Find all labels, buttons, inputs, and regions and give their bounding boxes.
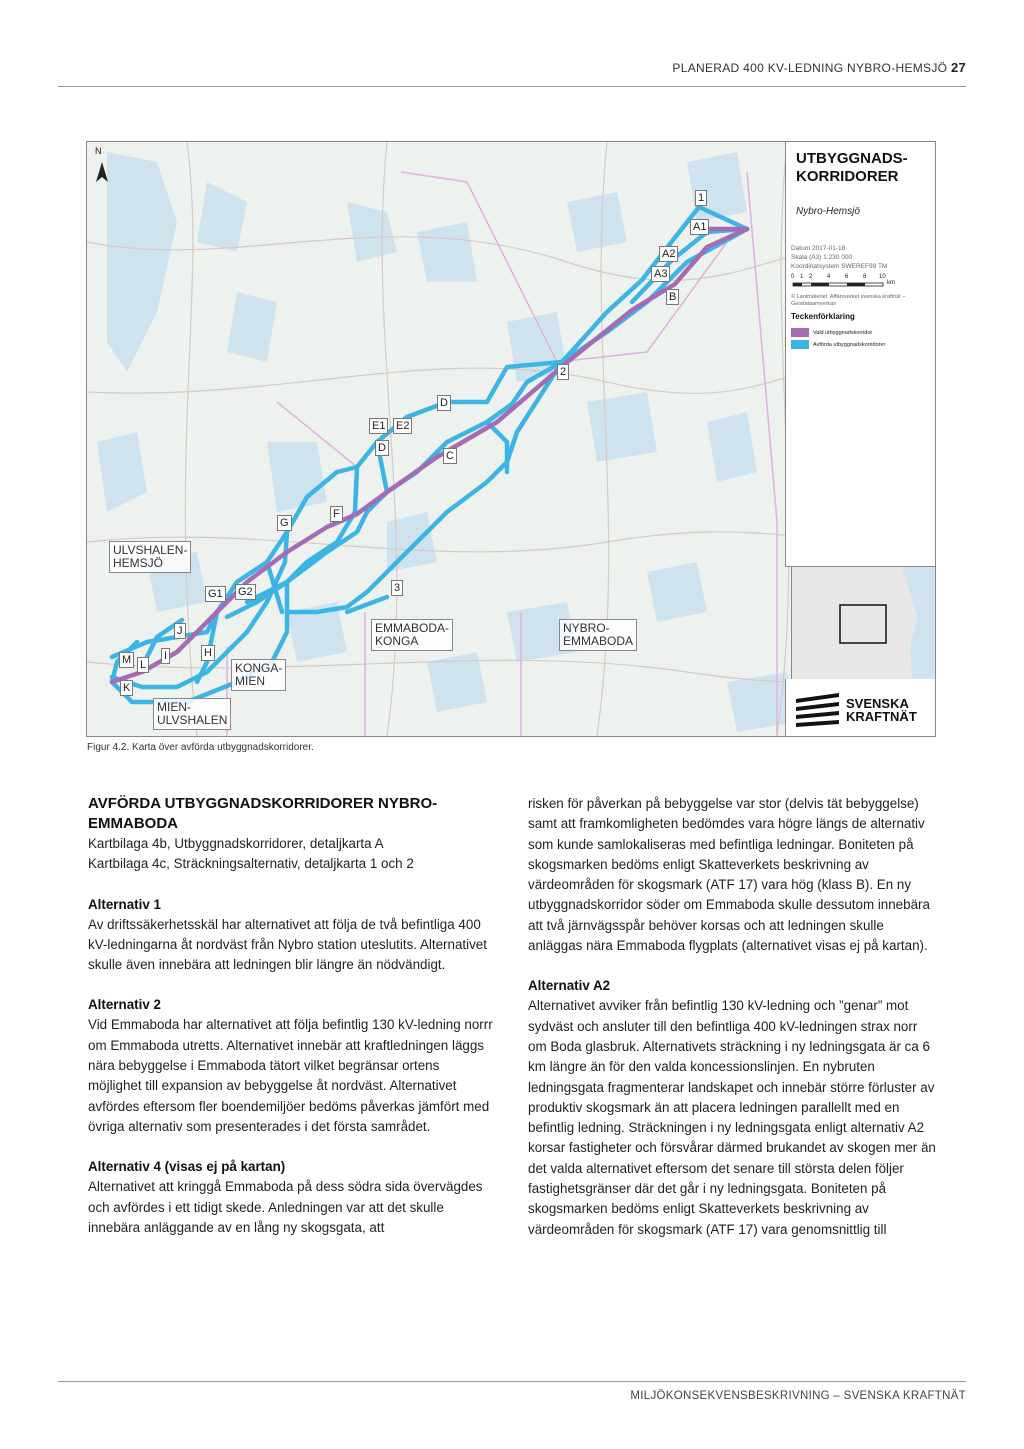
route-label-d: D: [437, 395, 451, 411]
alternative-a2-title: Alternativ A2: [528, 978, 611, 994]
scale-bar: [791, 274, 901, 288]
legend-title: UTBYGGNADS- KORRIDORER: [796, 150, 908, 185]
route-label-d2: D: [375, 440, 389, 456]
logo-text: SVENSKA KRAFTNÄT: [846, 696, 917, 724]
route-label-e1: E1: [369, 418, 388, 434]
alternative-1-title: Alternativ 1: [88, 896, 161, 912]
region-ulvshalen-hemsjo: ULVSHALEN- HEMSJÖ: [109, 541, 191, 573]
region-mien-ulvshalen: MIEN- ULVSHALEN: [153, 698, 231, 730]
scale-unit: km: [887, 280, 895, 286]
scale-tick-0: 0: [791, 274, 795, 280]
route-label-l: L: [137, 657, 149, 673]
region-emmaboda-konga: EMMABODA- KONGA: [371, 619, 453, 651]
footer-rule: [58, 1381, 966, 1382]
route-label-g: G: [277, 515, 292, 531]
route-label-j: J: [174, 623, 186, 639]
figure-caption: Figur 4.2. Karta över avförda utbyggnadskorridorer.: [87, 742, 314, 753]
route-label-f: F: [330, 506, 343, 522]
route-label-e2: E2: [393, 418, 412, 434]
continued-text: risken för påverkan på bebyggelse var stor (delvis tät bebyggelse) samt att framkomligheten bedömdes vara högre längs de alternativ som kunde samlokaliseras med befintliga ledningar. Boniteten på skogsmarken bedöms enligt Skatteverkets beskrivning av värdeområden för skogsmark (ATF 17) vara hög (klass B). En ny utbyggnadskorridor söder om Emmaboda skulle dessutom innebära att två järnvägsspår behöver korsas och att ledningen skulle anläggas nära Emmaboda flygplats (alternativet visas ej på kartan).: [528, 796, 930, 954]
scale-tick-4: 4: [827, 274, 831, 280]
route-label-1: 1: [695, 190, 707, 206]
legend-item-rejected: [791, 340, 885, 349]
route-label-g2: G2: [235, 584, 256, 600]
route-label-b: B: [666, 289, 679, 305]
scale-tick-1: 1: [800, 274, 804, 280]
route-label-3: 3: [391, 580, 403, 596]
left-column: [88, 794, 496, 1238]
header-rule: [58, 86, 966, 87]
overview-map: [791, 566, 936, 679]
route-label-i: I: [161, 648, 170, 664]
legend-copyright: © Lantmäteriet. Affärsverket svenska kraftnät – Geodataamverkan: [791, 294, 906, 307]
rejected-corridor-swatch: [791, 340, 809, 349]
alternative-2-title: Alternativ 2: [88, 997, 161, 1013]
legend-coordinate-system: Koordinatsystem SWEREF99 TM: [791, 263, 888, 270]
page-footer: MILJÖKONSEKVENSBESKRIVNING – SVENSKA KRAFTNÄT: [630, 1390, 966, 1402]
section-heading: AVFÖRDA UTBYGGNADSKORRIDORER NYBRO-EMMABODA: [88, 795, 438, 832]
legend-meta: [791, 244, 931, 271]
region-konga-mien: KONGA- MIEN: [231, 659, 286, 691]
route-label-2: 2: [557, 364, 569, 380]
route-label-c: C: [443, 448, 457, 464]
alternative-a2-text: Alternativet avviker från befintlig 130 kV-ledning och ”genar” mot sydväst och ansluter till den befintliga 400 kV-ledningen strax norr om Boda glasbruk. Alternativets sträckning i ny ledningsgata är ca 6 km längre än för den valda koncessionslinjen. En nybruten ledningsgata fragmenterar landskapet och innebär större förluster av produktiv skogsmark än att placera ledningen parallellt med en befintlig ledning. Sträckningen i ny ledningsgata enligt alternativ A2 korsar fastigheter och försvårar därmed brukandet av skogen mer än det valda alternativet eftersom det senare till största delen följer fastighetsgränser där det går i ny ledningsgata. Boniteten på skogsmarken bedöms enligt Skatteverkets beskrivning av värdeområden för skogsmark (ATF 17) vara genomsnittlig till: [528, 998, 936, 1237]
legend-subtitle: Nybro-Hemsjö: [796, 206, 860, 217]
corridor-map: [86, 141, 936, 737]
north-label: N: [95, 146, 102, 156]
route-label-a3: A3: [651, 266, 670, 282]
header-title: PLANERAD 400 KV-LEDNING NYBRO-HEMSJÖ: [672, 61, 948, 75]
logo-mark-icon: [794, 689, 844, 729]
route-label-a2: A2: [659, 246, 678, 262]
alternative-4-title: Alternativ 4 (visas ej på kartan): [88, 1159, 286, 1175]
attachment-references: Kartbilaga 4b, Utbyggnadskorridorer, detaljkarta A Kartbilaga 4c, Sträckningsalternativ, detaljkarta 1 och 2: [88, 836, 414, 872]
alternative-4-text: Alternativet att kringgå Emmaboda på dess södra sida övervägdes och avfördes i ett tidigt skede. Anledningen var att det skulle innebära anläggande av en lång ny skogsgata, att: [88, 1179, 483, 1235]
north-arrow: [96, 162, 108, 182]
alternative-1-text: Av driftssäkerhetsskäl har alternativet att följa de två befintliga 400 kV-ledningarna åt nordväst från Nybro station uteslutits. Alternativet skulle även innebära att ledningen blir längre än nödvändigt.: [88, 916, 487, 973]
legend-item-selected: [791, 328, 872, 337]
route-label-g1: G1: [205, 586, 226, 602]
legend-key-heading: Teckenförklaring: [791, 312, 855, 321]
route-label-h: H: [201, 645, 215, 661]
route-label-a1: A1: [690, 219, 709, 235]
page-header: [672, 60, 966, 75]
right-column: [528, 794, 936, 1240]
legend-item-label: Avförda utbyggnadskorridorer: [813, 341, 886, 348]
legend-item-label: Vald utbyggnadskorridor: [813, 329, 873, 336]
scale-tick-6: 6: [845, 274, 849, 280]
route-label-k: K: [120, 680, 133, 696]
svenska-kraftnat-logo: [785, 679, 936, 736]
scale-tick-2: 2: [809, 274, 813, 280]
map-legend: [785, 142, 936, 567]
page-number: 27: [950, 60, 966, 75]
legend-scale-text: Skala (A3) 1:230 000: [791, 254, 853, 261]
scale-tick-8: 8: [863, 274, 867, 280]
legend-date: Datum 2017-01-18: [791, 245, 846, 252]
route-label-m: M: [119, 652, 134, 668]
scale-tick-10: 10: [879, 274, 886, 280]
region-nybro-emmaboda: NYBRO- EMMABODA: [559, 619, 637, 651]
selected-corridor-swatch: [791, 328, 809, 337]
alternative-2-text: Vid Emmaboda har alternativet att följa befintlig 130 kV-ledning norrr om Emmaboda utretts. Alternativet innebär att kraftledningen läggs nära bebyggelse i Emmaboda tätort vilket begränsar ortens möjlighet till expansion av bebyggelse åt nordväst. Alternativet avfördes eftersom fler boendemiljöer bedöms påverkas jämfört med övriga alternativ som presenterades i det första samrådet.: [88, 1017, 493, 1134]
